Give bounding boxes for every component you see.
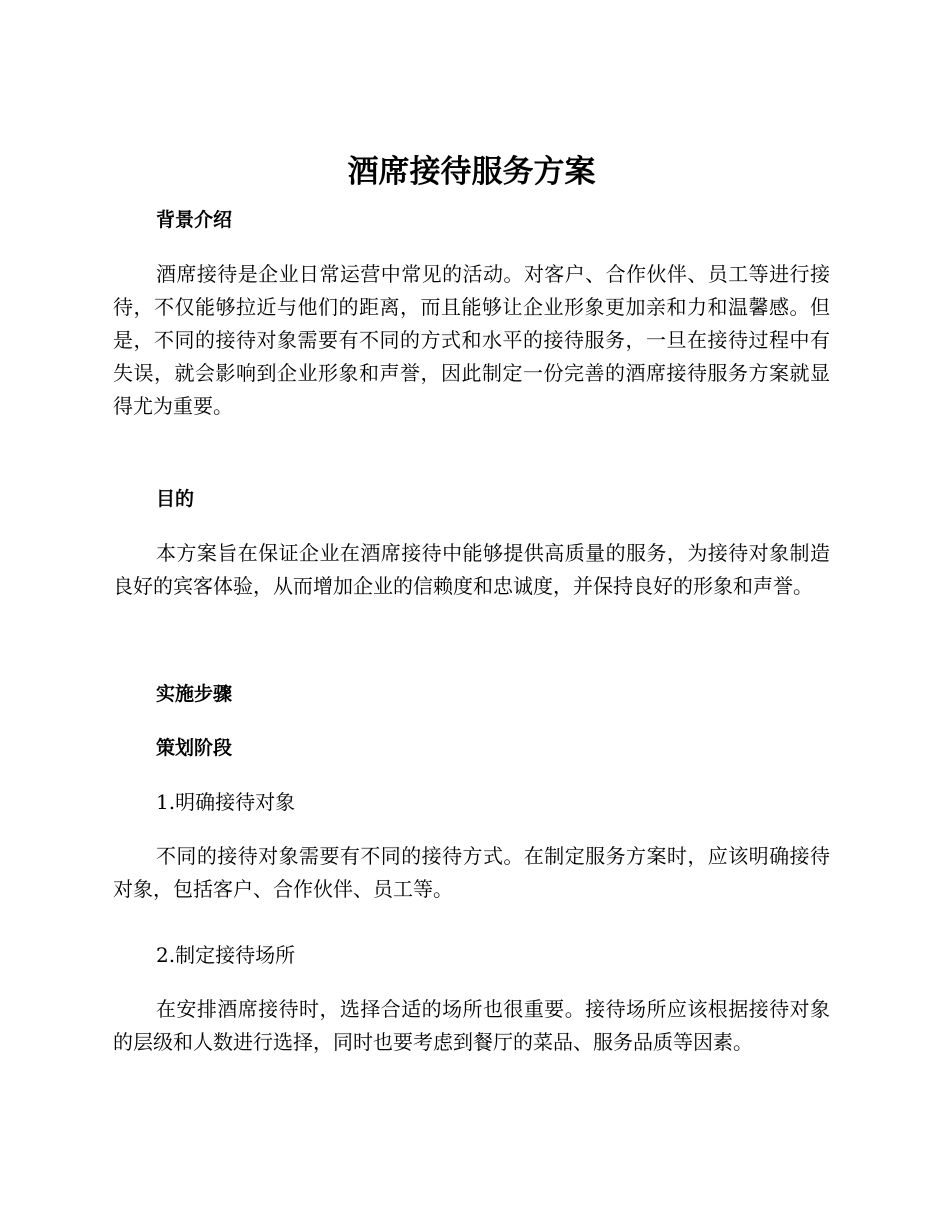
paragraph-background: 酒席接待是企业日常运营中常见的活动。对客户、合作伙伴、员工等进行接待，不仅能够拉近与他们的距离，而且能够让企业形象更加亲和力和温馨感。但是，不同的接待对象需要有不同的方式和水平的接待服务，一旦在接待过程中有失误，就会影响到企业形象和声誉，因此制定一份完善的酒席接待服务方案就显得尤为重要。 [113, 262, 830, 418]
section-heading-steps: 实施步骤 [156, 683, 233, 705]
paragraph-purpose: 本方案旨在保证企业在酒席接待中能够提供高质量的服务，为接待对象制造良好的宾客体验，从而增加企业的信赖度和忠诚度，并保持良好的形象和声誉。 [113, 541, 830, 598]
paragraph-item-2: 在安排酒席接待时，选择合适的场所也很重要。接待场所应该根据接待对象的层级和人数进行选择，同时也要考虑到餐厅的菜品、服务品质等因素。 [113, 997, 830, 1054]
list-item-title-1: 1.明确接待对象 [156, 790, 296, 814]
section-heading-purpose: 目的 [156, 488, 195, 510]
section-heading-background: 背景介绍 [156, 209, 233, 231]
document-title: 酒席接待服务方案 [347, 154, 596, 190]
list-item-title-2: 2.制定接待场所 [156, 943, 296, 967]
section-heading-planning: 策划阶段 [156, 737, 233, 759]
paragraph-item-1: 不同的接待对象需要有不同的接待方式。在制定服务方案时，应该明确接待对象，包括客户、合作伙伴、员工等。 [113, 844, 830, 901]
